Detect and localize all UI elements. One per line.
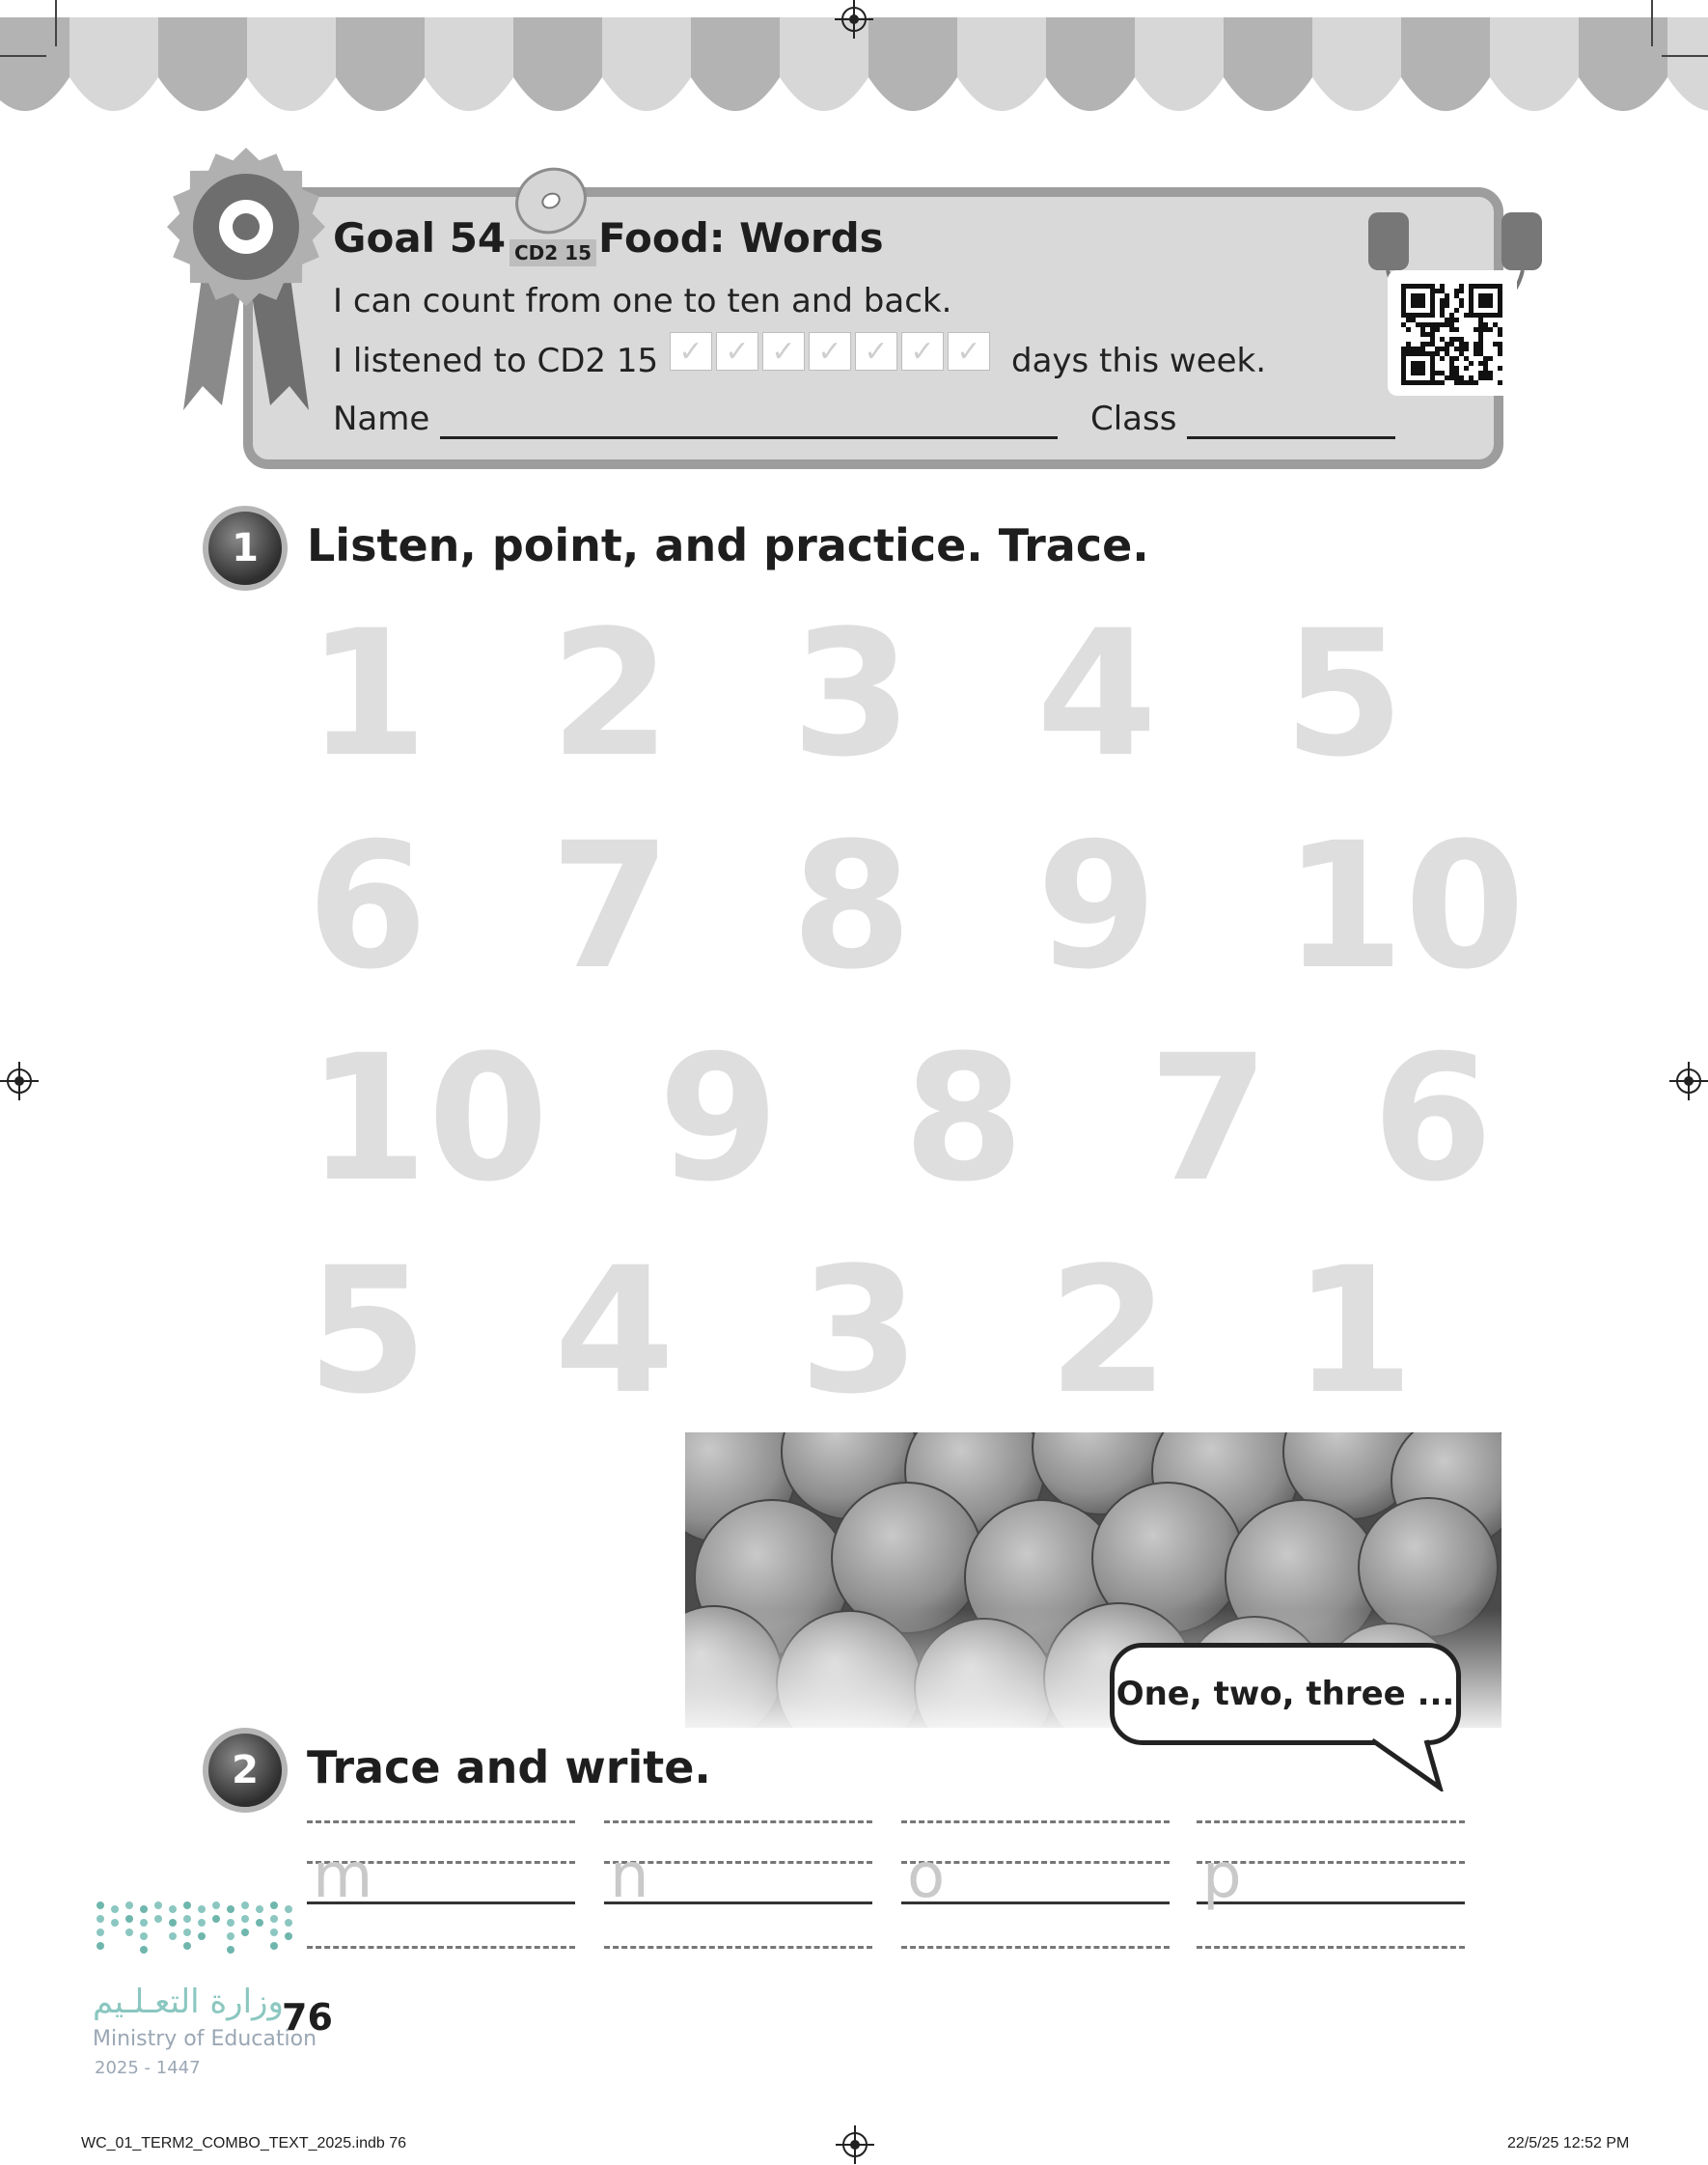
awning-scallop [1312,17,1401,111]
trace-number: 8 [903,1018,1025,1220]
class-field[interactable] [1187,436,1395,439]
awning-decoration [0,0,1708,125]
class-label: Class [1090,400,1177,438]
print-date-info: 22/5/25 12:52 PM [1507,2135,1630,2151]
awning-scallop [602,17,691,111]
qr-code-icon[interactable] [1388,270,1517,396]
speech-bubble-tail [1370,1737,1447,1791]
trace-number: 1 [1293,1231,1415,1432]
awning-scallop [1224,17,1312,111]
trace-letter: n [610,1841,649,1912]
trace-number: 10 [307,1018,549,1220]
day-checkbox[interactable]: ✓ [855,332,897,371]
goal-label: Goal 54 [333,214,507,262]
section-1-number: 1 [203,506,288,591]
registration-mark-icon [836,2125,874,2164]
awning-scallop [425,17,513,111]
section-2-number: 2 [203,1728,288,1813]
goal-topic: Food: Words [598,214,884,262]
trace-number: 8 [791,806,913,1008]
day-checkbox[interactable]: ✓ [670,332,712,371]
writing-line-block[interactable] [901,1817,1170,1954]
trace-number: 1 [307,594,428,795]
can-statement: I can count from one to ten and back. [333,282,952,320]
awning-scallop [513,17,602,111]
trace-number: 7 [550,806,672,1008]
award-ribbon-icon [164,145,328,415]
speech-bubble: One, two, three ... [1110,1643,1461,1745]
awning-scallop [691,17,780,111]
ministry-arabic-name: وزارة التعـلـيم [93,1983,284,2021]
trace-number: 6 [1372,1018,1494,1220]
trace-letter: m [313,1841,373,1912]
trace-number: 2 [550,594,672,795]
section-2-title: Trace and write. [307,1741,711,1793]
awning-scallop [0,17,69,111]
writing-line-block[interactable] [604,1817,872,1954]
trace-letter: p [1202,1841,1242,1912]
writing-line-block[interactable] [307,1817,575,1954]
trace-number: 3 [791,594,913,795]
ministry-english-name: Ministry of Education [93,2027,317,2051]
awning-scallop [1667,17,1708,111]
trace-number: 2 [1048,1231,1170,1432]
listened-prefix: I listened to CD2 15 [333,342,659,380]
awning-scallop [1046,17,1135,111]
awning-scallop [247,17,336,111]
day-checkbox[interactable]: ✓ [716,332,758,371]
cd-icon [508,164,591,239]
trace-number: 4 [554,1231,675,1432]
awning-scallop [957,17,1046,111]
trace-letter: o [907,1841,946,1912]
day-checkbox[interactable]: ✓ [901,332,944,371]
listened-suffix: days this week. [1011,342,1267,380]
ministry-year: 2025 - 1447 [95,2058,201,2078]
awning-scallop [1401,17,1490,111]
awning-scallop [158,17,247,111]
cd-track-label: CD2 15 [510,239,596,266]
print-file-info: WC_01_TERM2_COMBO_TEXT_2025.indb 76 [81,2135,407,2151]
awning-scallop [868,17,957,111]
awning-scallop [69,17,158,111]
awning-scallop [336,17,425,111]
awning-scallop [1579,17,1667,111]
awning-scallop [1490,17,1579,111]
trace-number: 3 [799,1231,921,1432]
name-label: Name [333,400,430,438]
page-number: 76 [282,1996,333,2039]
trace-number: 4 [1036,594,1158,795]
writing-line-block[interactable] [1197,1817,1465,1954]
trace-number: 7 [1148,1018,1270,1220]
day-checkbox[interactable]: ✓ [762,332,805,371]
section-1-title: Listen, point, and practice. Trace. [307,519,1149,571]
name-field[interactable] [440,436,1058,439]
day-checkbox[interactable]: ✓ [948,332,990,371]
awning-scallop [1135,17,1224,111]
registration-mark-icon [1669,1062,1708,1100]
trace-number: 9 [1036,806,1158,1008]
day-checkbox[interactable]: ✓ [809,332,851,371]
trace-number: 5 [1283,594,1405,795]
ministry-logo-icon [93,1896,305,1963]
trace-number: 6 [307,806,428,1008]
days-checkbox-row [670,332,990,371]
registration-mark-icon [0,1062,39,1100]
trace-number: 5 [307,1231,428,1432]
trace-number: 10 [1283,806,1526,1008]
trace-number: 9 [658,1018,780,1220]
